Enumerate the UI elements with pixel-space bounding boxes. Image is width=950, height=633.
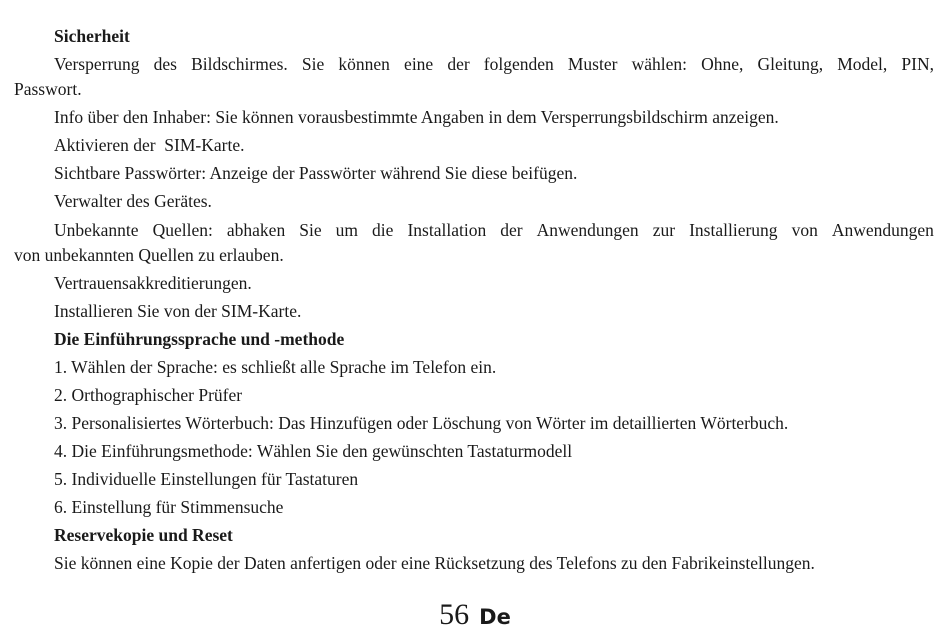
page-number: 56 — [439, 598, 470, 631]
word: Muster — [567, 54, 618, 74]
list-item: 5. Individuelle Einstellungen für Tastaturen — [54, 469, 359, 489]
word: Quellen: — [152, 220, 213, 240]
word: eine — [404, 54, 434, 74]
visible-passwords-text: Sichtbare Passwörter: Anzeige der Passwörter während Sie diese beifügen. — [54, 163, 578, 183]
heading-input-method: Die Einführungssprache und -methode — [54, 329, 345, 349]
list-item: 3. Personalisiertes Wörterbuch: Das Hinzufügen oder Löschung von Wörter im detaillierten Wörterbuch. — [54, 413, 789, 433]
heading-backup-reset: Reservekopie und Reset — [54, 525, 233, 545]
word: des — [153, 54, 177, 74]
word: von — [791, 220, 818, 240]
word: abhaken — [226, 220, 286, 240]
word: Model, — [837, 54, 888, 74]
sim-activate-text: Aktivieren der SIM-Karte. — [54, 135, 245, 155]
word: Sie — [299, 220, 322, 240]
word: Unbekannte — [54, 220, 139, 240]
word: Anwendungen — [831, 220, 934, 240]
list-item: 4. Die Einführungsmethode: Wählen Sie den gewünschten Tastaturmodell — [54, 441, 573, 461]
heading-security: Sicherheit — [54, 26, 130, 46]
word: PIN, — [901, 54, 934, 74]
word: Sie — [301, 54, 325, 74]
lock-screen-line-1 — [54, 54, 934, 74]
list-item: 1. Wählen der Sprache: es schließt alle Sprache im Telefon ein. — [54, 357, 497, 377]
backup-reset-text: Sie können eine Kopie der Daten anfertigen oder eine Rücksetzung des Telefons zu den Fabrikeinstellungen. — [54, 553, 815, 573]
page-footer — [0, 598, 950, 632]
word: Installation — [407, 220, 487, 240]
list-item: 6. Einstellung für Stimmensuche — [54, 497, 284, 517]
word: der — [500, 220, 523, 240]
device-admin-text: Verwalter des Gerätes. — [54, 191, 212, 211]
trust-credentials-text: Vertrauensakkreditierungen. — [54, 273, 252, 293]
language-code: De — [479, 605, 511, 629]
owner-info-text: Info über den Inhaber: Sie können vorausbestimmte Angaben in dem Versperrungsbildschirm anzeigen. — [54, 107, 779, 127]
list-item: 2. Orthographischer Prüfer — [54, 385, 243, 405]
word: um — [335, 220, 359, 240]
word: Bildschirmes. — [191, 54, 288, 74]
lock-screen-line-2: Passwort. — [14, 79, 82, 99]
unknown-sources-line-2: von unbekannten Quellen zu erlauben. — [14, 245, 284, 265]
word: folgenden — [483, 54, 554, 74]
word: können — [338, 54, 390, 74]
word: Gleitung, — [757, 54, 824, 74]
word: die — [372, 220, 394, 240]
word: Ohne, — [701, 54, 744, 74]
install-from-sim-text: Installieren Sie von der SIM-Karte. — [54, 301, 302, 321]
word: Installierung — [689, 220, 778, 240]
word: der — [447, 54, 470, 74]
word: Anwendungen — [536, 220, 639, 240]
word: wählen: — [631, 54, 687, 74]
word: zur — [652, 220, 676, 240]
word: Versperrung — [54, 54, 140, 74]
unknown-sources-line-1 — [54, 220, 934, 240]
